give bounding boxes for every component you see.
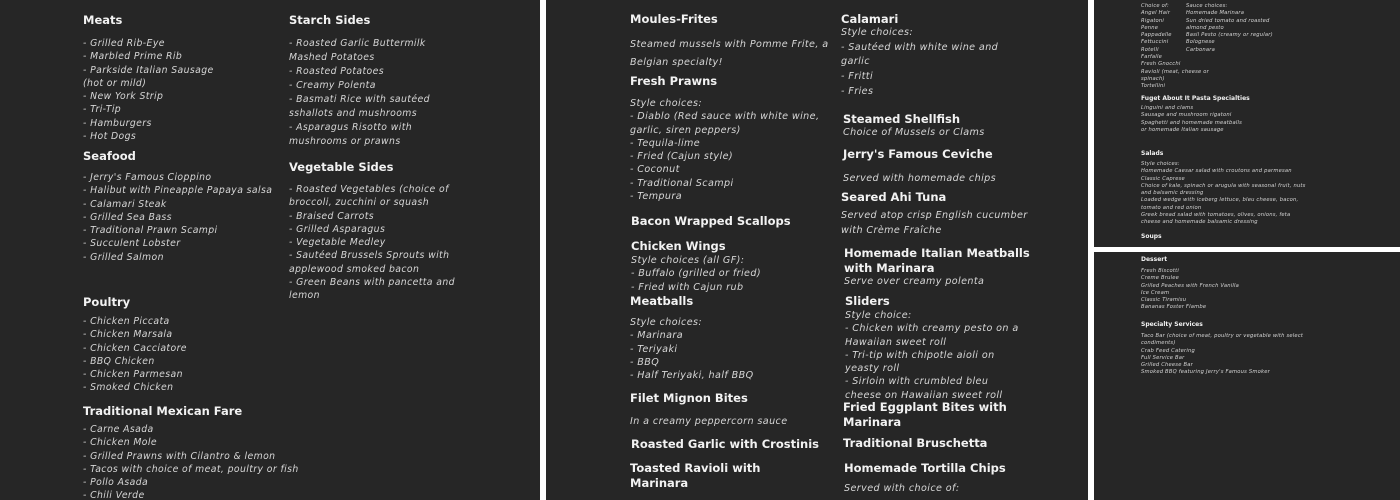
menu-line: - Tempura	[630, 191, 683, 203]
menu-line: cheese and homemade balsamic dressing	[1141, 219, 1258, 226]
seared-ahi-section	[841, 190, 1028, 238]
menu-line: sshallots and mushrooms	[289, 108, 418, 119]
menu-line: - Diablo (Red sauce with white wine,	[630, 111, 820, 123]
menu-line: Style choices:	[1141, 161, 1180, 167]
menu-line: Belgian specialty!	[630, 57, 723, 68]
menu-page-3	[1094, 0, 1400, 247]
section-title: Chicken Wings	[631, 239, 726, 253]
menu-line: Sauce choices:	[1186, 3, 1228, 9]
sauce-choices	[1186, 3, 1273, 54]
menu-line: Fresh Biscotti	[1141, 268, 1179, 274]
menu-line: Fettuccini	[1141, 39, 1169, 46]
menu-line: Fried Eggplant Bites with	[843, 400, 1007, 414]
menu-line: - Tri-tip with chipotle aioli on	[845, 349, 995, 361]
menu-line: - Chicken Parmesan	[83, 369, 183, 381]
menu-page-1	[0, 0, 540, 500]
menu-line: - Roasted Garlic Buttermilk	[289, 38, 426, 49]
menu-line: - BBQ	[630, 356, 660, 368]
menu-line: garlic, siren peppers)	[630, 124, 741, 136]
italian-meatballs-section	[844, 246, 1030, 288]
menu-line: - Coconut	[630, 164, 680, 176]
menu-line: - Buffalo (grilled or fried)	[631, 268, 761, 280]
section-title	[843, 400, 1007, 430]
section-title: Meatballs	[630, 294, 694, 308]
menu-line: Homemade Caesar salad with croutons and parmesan	[1141, 168, 1292, 175]
menu-line: Sausage and mushroom rigatoni	[1141, 112, 1232, 119]
menu-line: Rotelli	[1141, 46, 1159, 53]
menu-line: - Vegetable Medley	[289, 237, 386, 249]
section-title: Sliders	[845, 294, 890, 308]
menu-line: - Jerry's Famous Cioppino	[83, 172, 212, 183]
meats-section	[83, 13, 214, 143]
section-title: Traditional Bruschetta	[843, 436, 988, 450]
section-title: Specialty Services	[1141, 321, 1203, 328]
menu-line: - Marinara	[630, 330, 684, 342]
section-title	[630, 461, 760, 491]
menu-line: - Tri-Tip	[83, 104, 122, 116]
menu-line: tomato and red onion	[1141, 204, 1202, 211]
menu-line: Basil Pesto (creamy or regular)	[1186, 32, 1273, 39]
section-title: Steamed Shellfish	[843, 112, 961, 126]
menu-line: with Crème Fraîche	[841, 224, 942, 236]
menu-line: Homemade Marinara	[1186, 10, 1245, 17]
menu-page-4	[1094, 252, 1400, 500]
menu-line: - Fried (Cajun style)	[630, 151, 734, 163]
menu-line: Style choices:	[630, 98, 703, 109]
menu-line: Steamed mussels with Pomme Frite, a	[630, 39, 829, 50]
section-title: Seared Ahi Tuna	[841, 190, 947, 204]
menu-line: - Fried with Cajun rub	[631, 281, 744, 293]
mexican-section	[83, 404, 299, 500]
menu-line: Farfalle	[1141, 54, 1162, 61]
section-title: Soups	[1141, 233, 1162, 240]
menu-line: cheese on Hawaiian sweet roll	[845, 389, 1003, 401]
bacon-scallops-section	[631, 214, 791, 229]
menu-line: with Marinara	[844, 261, 935, 275]
menu-line: Serve over creamy polenta	[844, 276, 985, 287]
section-title: Bacon Wrapped Scallops	[631, 214, 791, 228]
section-title: Fuget About It Pasta Specialties	[1141, 95, 1250, 102]
dessert-section	[1141, 256, 1239, 312]
section-title: Calamari	[841, 12, 899, 26]
menu-line: Creme Brulee	[1141, 275, 1180, 282]
starch-sides-section	[289, 13, 430, 149]
filet-mignon-section	[630, 391, 788, 428]
menu-line: - BBQ Chicken	[83, 355, 155, 367]
menu-line: Fresh Gnocchi	[1141, 61, 1181, 68]
menu-line: - Pollo Asada	[83, 477, 149, 489]
menu-line: - Roasted Potatoes	[289, 66, 384, 77]
menu-line: Toasted Ravioli with	[630, 461, 761, 475]
menu-line: Penne	[1141, 24, 1159, 31]
section-title: Moules-Frites	[630, 12, 718, 26]
menu-line: Marinara	[630, 476, 689, 490]
specialty-services-section	[1141, 321, 1303, 377]
section-title: Salads	[1141, 150, 1164, 157]
toasted-ravioli-section	[630, 461, 760, 491]
menu-line: or homemade Italian sausage	[1141, 126, 1224, 133]
menu-line: broccoli, zucchini or squash	[289, 197, 430, 209]
moules-frites-section	[630, 12, 829, 72]
menu-line: - Hot Dogs	[83, 131, 137, 143]
menu-line: Style choice:	[845, 310, 912, 321]
menu-line: - Calamari Steak	[83, 198, 167, 210]
menu-line: - Tequila-lime	[630, 137, 701, 149]
menu-line: - Grilled Asparagus	[289, 223, 386, 235]
ceviche-section	[843, 147, 996, 185]
bruschetta-section	[843, 436, 987, 451]
menu-line: and balsamic dressing	[1141, 190, 1204, 197]
menu-line: - Grilled Prawns with Cilantro & lemon	[83, 450, 276, 462]
menu-line: - Halibut with Pineapple Papaya salsa	[83, 185, 273, 197]
menu-line: Bananas Foster Flambe	[1141, 304, 1207, 311]
menu-line: (hot or mild)	[83, 77, 147, 89]
menu-line: Grilled Cheese Bar	[1141, 362, 1193, 369]
menu-line: Ice Cream	[1141, 289, 1170, 296]
menu-line: almond pesto	[1186, 24, 1224, 31]
poultry-section	[83, 295, 187, 395]
menu-line: - Tacos with choice of meat, poultry or fish	[83, 463, 299, 475]
section-title: Vegetable Sides	[289, 160, 394, 174]
menu-line: Style choices:	[630, 317, 703, 328]
roasted-garlic-section	[631, 437, 819, 452]
menu-line: Angel Hair	[1141, 10, 1171, 17]
section-title: Fresh Prawns	[630, 74, 718, 88]
menu-line: - Green Beans with pancetta and	[289, 277, 455, 289]
menu-line: Sun dried tomato and roasted	[1186, 17, 1270, 24]
menu-line: Grilled Peaches with French Vanilla	[1141, 282, 1240, 289]
menu-line: Style choices:	[841, 27, 914, 38]
menu-line: Served with choice of:	[844, 483, 960, 494]
menu-line: Loaded wedge with iceberg lettuce, bleu cheese, bacon,	[1141, 197, 1299, 204]
menu-line: Tortellini	[1141, 83, 1166, 90]
menu-line: Linguini and clams	[1141, 105, 1194, 111]
calamari-section	[841, 12, 998, 100]
menu-line: - Sautéed Brussels Sprouts with	[289, 250, 450, 262]
steamed-shellfish-section	[843, 112, 985, 139]
menu-line: - Chili Verde	[83, 490, 145, 500]
fresh-prawns-section	[630, 74, 819, 203]
seafood-section	[83, 149, 272, 264]
section-title: Dessert	[1141, 256, 1168, 263]
menu-line: Bolognese	[1186, 39, 1215, 46]
menu-line: Carbonara	[1186, 46, 1215, 53]
menu-line: - Chicken Marsala	[83, 329, 173, 341]
menu-line: Spaghetti and homemade meatballs	[1141, 119, 1243, 126]
menu-line: Pappadelle	[1141, 32, 1172, 39]
pasta-specialties-section	[1141, 95, 1250, 134]
soups-section	[1141, 233, 1162, 240]
menu-line: - Chicken Mole	[83, 437, 157, 449]
menu-line: yeasty roll	[845, 363, 900, 375]
section-title: Homemade Tortilla Chips	[844, 461, 1006, 475]
menu-line: - Basmati Rice with sautéed	[289, 94, 430, 105]
menu-line: Full Service Bar	[1141, 354, 1185, 361]
menu-line: - Half Teriyaki, half BBQ	[630, 370, 754, 382]
menu-line: garlic	[841, 56, 870, 68]
menu-line: - Parkside Italian Sausage	[83, 64, 214, 76]
menu-line: Served with homemade chips	[843, 173, 997, 184]
menu-line: - Chicken Cacciatore	[83, 342, 187, 354]
salads-section	[1141, 150, 1306, 227]
menu-line: Ravioli (meat, cheese or	[1141, 68, 1209, 75]
menu-line: Crab Feed Catering	[1141, 347, 1195, 354]
vegetable-sides-section	[289, 160, 455, 303]
menu-line: - Chicken with creamy pesto on a	[845, 323, 1019, 335]
menu-line: - Marbled Prime Rib	[83, 51, 183, 63]
eggplant-section	[843, 400, 1007, 430]
section-title: Jerry's Famous Ceviche	[843, 147, 993, 161]
menu-line: - Grilled Rib-Eye	[83, 38, 165, 49]
menu-line: Mashed Potatoes	[289, 52, 375, 63]
menu-line: - Traditional Scampi	[630, 177, 734, 189]
menu-line: - Traditional Prawn Scampi	[83, 225, 218, 237]
menu-line: Choice of:	[1141, 3, 1169, 9]
menu-line: - Sautéed with white wine and	[841, 41, 999, 53]
menu-line: Choice of Mussels or Clams	[843, 127, 985, 138]
menu-line: - Fritti	[841, 71, 874, 83]
section-title	[844, 246, 1030, 276]
menu-line: lemon	[289, 290, 320, 302]
menu-line: - Creamy Polenta	[289, 80, 376, 91]
menu-line: - Grilled Salmon	[83, 251, 164, 263]
menu-line: applewood smoked bacon	[289, 263, 420, 275]
menu-line: - Roasted Vegetables (choice of	[289, 184, 449, 195]
menu-line: - Asparagus Risotto with	[289, 122, 413, 133]
sliders-section	[845, 294, 1019, 402]
section-title: Seafood	[83, 149, 136, 163]
menu-line: Smoked BBQ featuring Jerry's Famous Smoker	[1141, 369, 1270, 376]
menu-line: Classic Tiramisu	[1141, 297, 1187, 304]
menu-line: spinach)	[1141, 75, 1165, 82]
menu-line: Marinara	[843, 415, 902, 429]
menu-line: - New York Strip	[83, 91, 164, 103]
menu-line: - Succulent Lobster	[83, 238, 181, 250]
section-title: Poultry	[83, 295, 131, 309]
menu-line: Style choices (all GF):	[631, 255, 745, 266]
menu-line: Served atop crisp English cucumber	[841, 210, 1028, 221]
menu-line: In a creamy peppercorn sauce	[630, 416, 788, 427]
menu-line: Homemade Italian Meatballs	[844, 246, 1030, 260]
section-title: Traditional Mexican Fare	[83, 404, 243, 418]
menu-line: Rigatoni	[1141, 17, 1165, 24]
chicken-wings-section	[631, 239, 761, 294]
section-title: Starch Sides	[289, 13, 371, 27]
section-title: Filet Mignon Bites	[630, 391, 748, 405]
menu-line: mushrooms or prawns	[289, 136, 401, 147]
section-title: Meats	[83, 13, 123, 27]
menu-line: - Teriyaki	[630, 343, 678, 355]
menu-line: Taco Bar (choice of meat, poultry or vegetable with select	[1141, 333, 1304, 339]
menu-line: - Hamburgers	[83, 117, 152, 129]
menu-line: - Fries	[841, 85, 874, 97]
menu-line: Hawaiian sweet roll	[845, 336, 947, 348]
menu-line: - Braised Carrots	[289, 210, 375, 222]
menu-line: Greek bread salad with tomatoes, olives, onions, feta	[1141, 212, 1291, 219]
menu-line: - Chicken Piccata	[83, 316, 170, 327]
menu-page-2	[546, 0, 1088, 500]
menu-line: condiments)	[1141, 340, 1176, 347]
menu-line: - Sirloin with crumbled bleu	[845, 376, 989, 388]
menu-line: Classic Caprese	[1141, 175, 1185, 182]
menu-line: Choice of kale, spinach or arugula with seasonal fruit, nuts	[1141, 182, 1306, 189]
meatballs-section	[630, 294, 754, 382]
tortilla-chips-section	[844, 461, 1006, 495]
menu-line: - Carne Asada	[83, 424, 154, 435]
menu-line: - Smoked Chicken	[83, 382, 174, 394]
section-title: Roasted Garlic with Crostinis	[631, 437, 819, 451]
menu-line: - Grilled Sea Bass	[83, 211, 172, 223]
